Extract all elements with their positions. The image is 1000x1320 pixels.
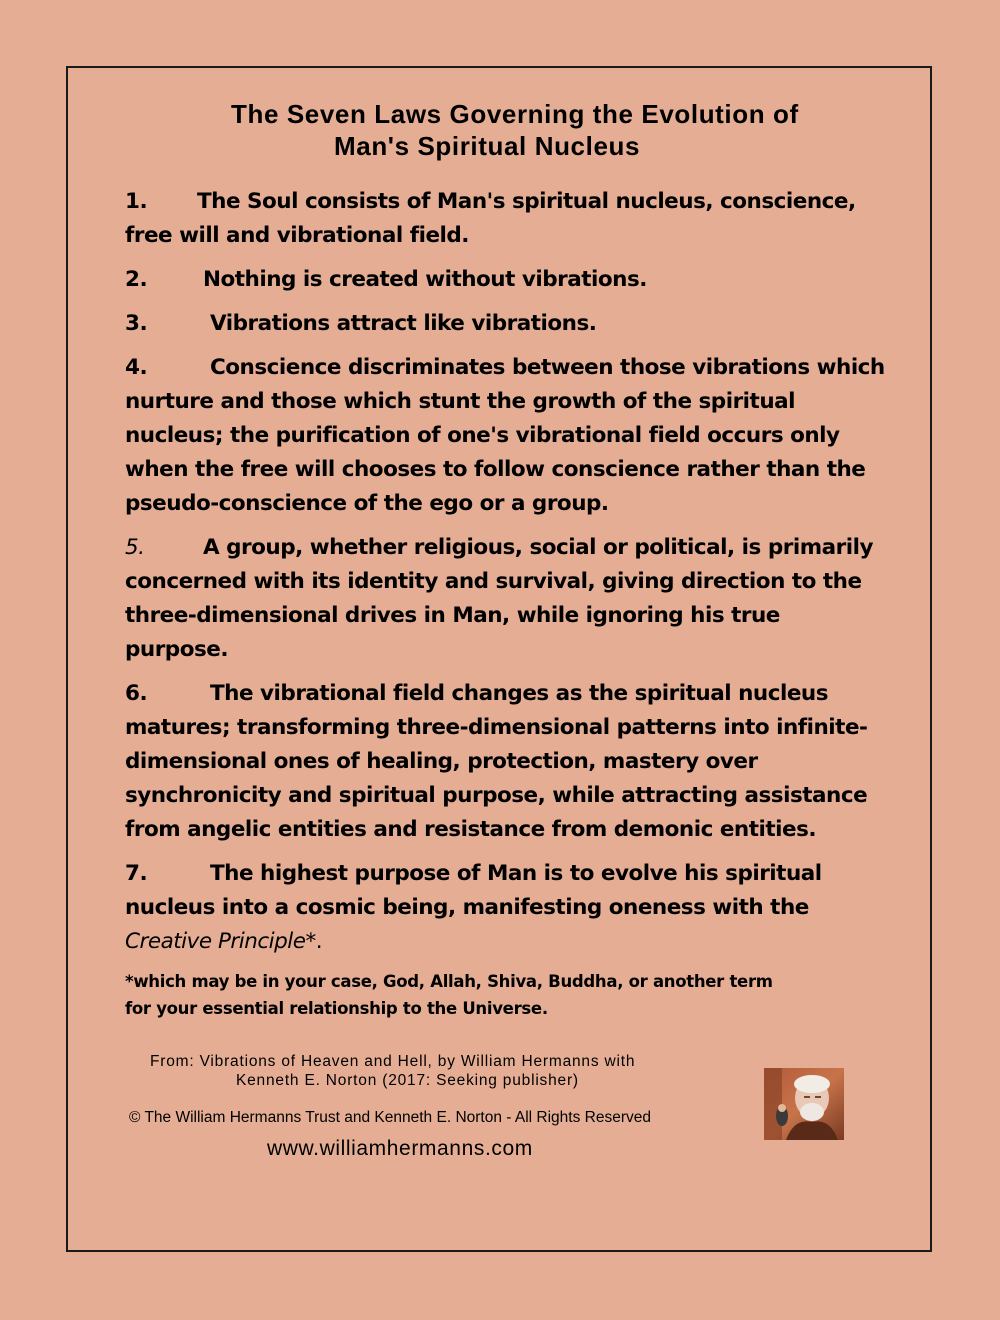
law-number: 6.	[125, 681, 148, 706]
law-suffix: *.	[305, 929, 323, 954]
law-1	[125, 185, 885, 253]
law-number: 3.	[125, 311, 148, 336]
laws-list	[125, 185, 885, 969]
law-number: 1.	[125, 189, 148, 214]
law-emphasis: Creative Principle	[125, 929, 306, 954]
law-text: The Soul consists of Man's spiritual nucleus, conscience, free will and vibrational field.	[125, 189, 856, 248]
author-photo	[764, 1068, 844, 1140]
law-6	[125, 677, 885, 847]
title-line-1: The Seven Laws Governing the Evolution of	[231, 99, 799, 129]
title-line-2: Man's Spiritual Nucleus	[334, 131, 641, 161]
footnote-line-1: *which may be in your case, God, Allah, Shiva, Buddha, or another term	[125, 972, 773, 991]
source-line-1: From: Vibrations of Heaven and Hell, by William Hermanns with	[150, 1053, 636, 1070]
law-3	[125, 307, 885, 341]
copyright-notice: © The William Hermanns Trust and Kenneth E. Norton - All Rights Reserved	[129, 1109, 651, 1126]
law-7	[125, 857, 885, 959]
law-text: The highest purpose of Man is to evolve his spiritual nucleus into a cosmic being, manifesting oneness with the	[125, 861, 822, 920]
law-text: The vibrational field changes as the spiritual nucleus matures; transforming three-dimensional patterns into infinite-dimensional ones of healing, protection, mastery over synchronicity and spiritual purpose, while attracting assistance from angelic entities and resistance from demonic entities.	[125, 681, 868, 842]
law-text: Vibrations attract like vibrations.	[210, 311, 597, 336]
website-link[interactable]: www.williamhermanns.com	[267, 1137, 533, 1160]
footnote-line-2: for your essential relationship to the Universe.	[125, 999, 548, 1018]
law-number: 5.	[125, 535, 145, 560]
source-line-2: Kenneth E. Norton (2017: Seeking publisher)	[236, 1072, 579, 1089]
law-text: Conscience discriminates between those vibrations which nurture and those which stunt the growth of the spiritual nucleus; the purification of one's vibrational field occurs only when the free will chooses to follow conscience rather than the pseudo-conscience of the ego or a group.	[125, 355, 885, 516]
law-5	[125, 531, 885, 667]
law-number: 7.	[125, 861, 148, 886]
law-text: Nothing is created without vibrations.	[203, 267, 647, 292]
law-2	[125, 263, 885, 297]
law-number: 4.	[125, 355, 148, 380]
law-text: A group, whether religious, social or political, is primarily concerned with its identity and survival, giving direction to the three-dimensional drives in Man, while ignoring his true purpose.	[125, 535, 873, 662]
law-4	[125, 351, 885, 521]
footnote	[125, 968, 865, 1022]
law-number: 2.	[125, 267, 148, 292]
